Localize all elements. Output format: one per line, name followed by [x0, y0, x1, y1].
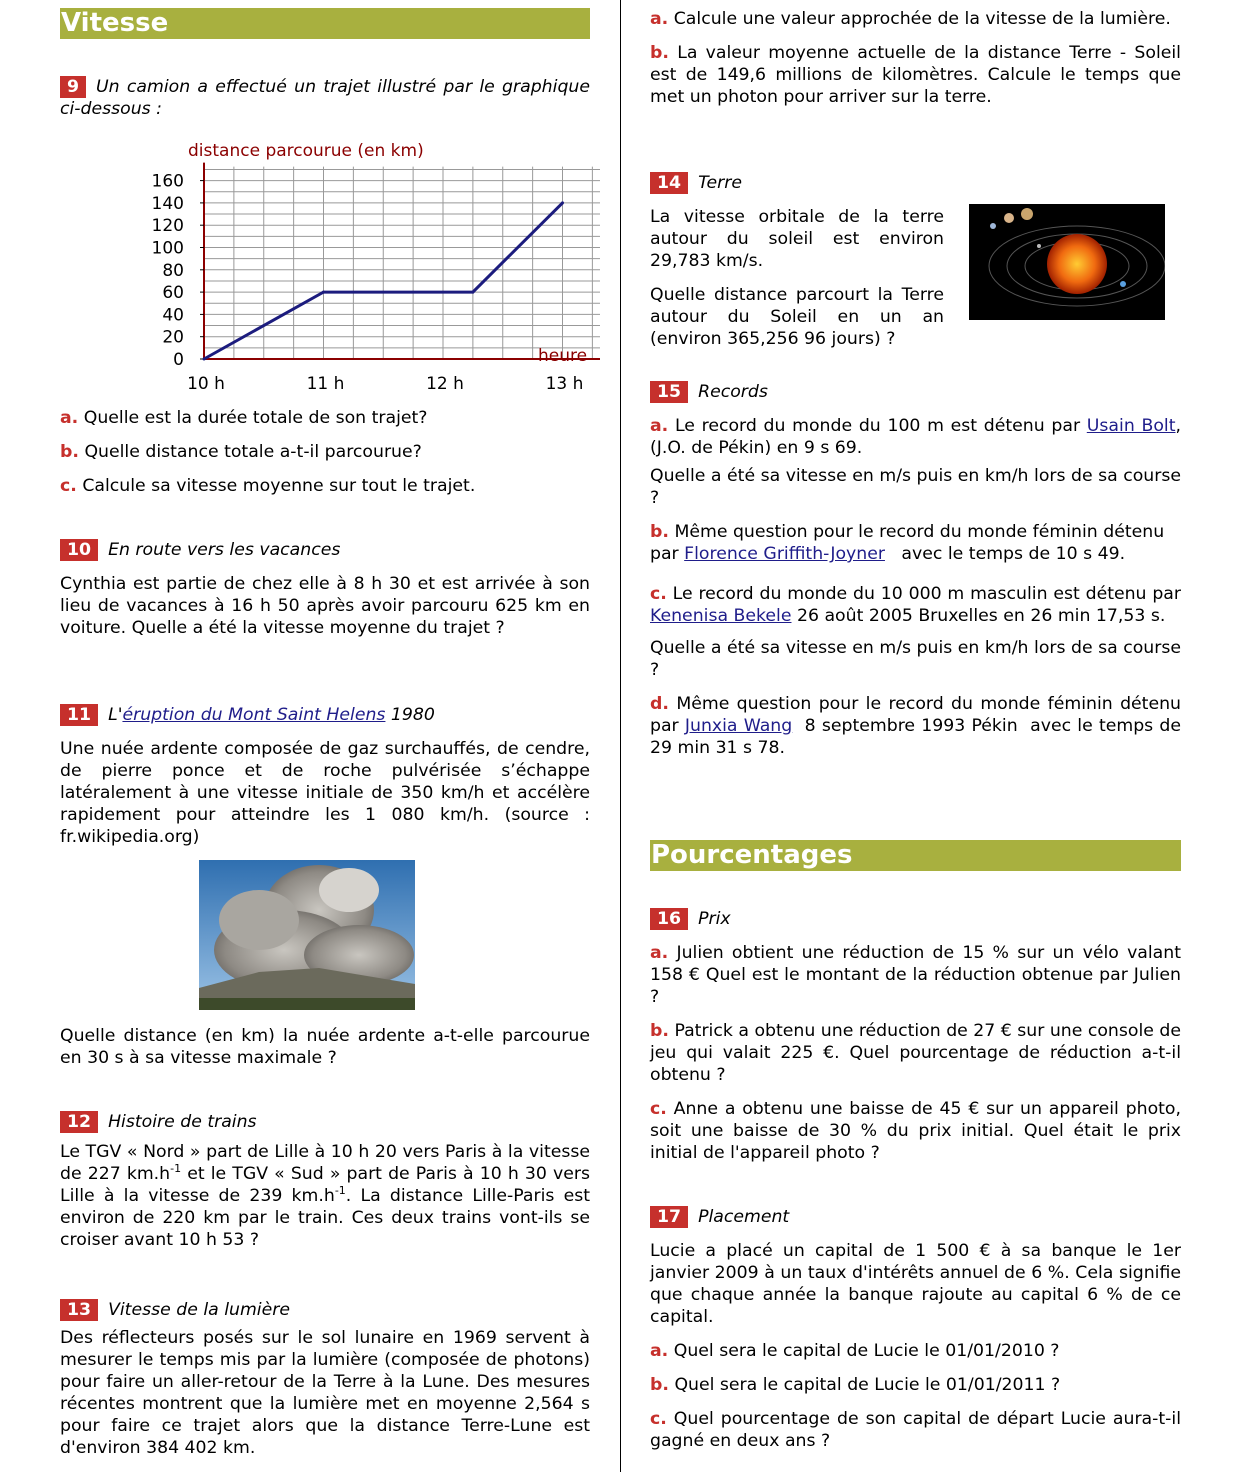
question-label: b. — [650, 1021, 669, 1041]
volcano-eruption-photo — [199, 860, 415, 1010]
question-b: Quelle distance totale a-t-il parcourue? — [84, 442, 422, 462]
data-point — [203, 358, 206, 361]
question-a: Quelle est la durée totale de son trajet? — [83, 408, 428, 428]
solar-system-image — [969, 204, 1165, 320]
question-label: b. — [650, 1375, 669, 1395]
data-point — [561, 201, 564, 204]
exercise-title: En route vers les vacances — [108, 540, 341, 560]
question-a: Quel sera le capital de Lucie le 01/01/2010 ? — [673, 1341, 1060, 1361]
exercise-title: Records — [698, 382, 768, 402]
exercise-title: Terre — [698, 173, 742, 193]
y-tick-label: 120 — [151, 216, 184, 237]
exercise-number: 17 — [650, 1206, 688, 1228]
exercise-13 — [60, 1299, 590, 1459]
question-c: Quel pourcentage de son capital de départ Lucie aura-t-il gagné en deux ans ? — [650, 1409, 1181, 1451]
question-c: Calcule sa vitesse moyenne sur tout le trajet. — [82, 476, 476, 496]
junxia-wang-link[interactable]: Junxia Wang — [684, 716, 793, 736]
question-label: a. — [650, 9, 669, 29]
exercise-number: 10 — [60, 539, 98, 561]
y-tick-label: 60 — [162, 283, 184, 304]
exercise-intro: Un camion a effectué un trajet illustré par le graphique ci-dessous : — [60, 77, 590, 119]
exercise-number: 11 — [60, 704, 98, 726]
question-b: La valeur moyenne actuelle de la distance Terre - Soleil est de 149,6 millions de kilomètres. Calcule le temps que met un photon pour arriver sur la terre. — [650, 43, 1181, 107]
data-point — [322, 291, 325, 294]
exercise-12 — [60, 1111, 590, 1251]
exercise-text: Une nuée ardente composée de gaz surchauffés, de cendre, de pierre ponce et de roche pulvérisée s’échappe latéralement à une vitesse initiale de 350 km/h et accélère rapidement pour atteindre les 1 080 km/h. (source : fr.wikipedia.org) — [60, 739, 590, 847]
y-tick-label: 160 — [151, 171, 184, 192]
question-label: c. — [650, 1099, 667, 1119]
question-label: a. — [650, 1341, 669, 1361]
exercise-text: Des réflecteurs posés sur le sol lunaire en 1969 servent à mesurer le temps mis par la lumière (composée de photons) pour faire un aller-retour de la Terre à la Lune. Des mesures récentes montrent que la lumière met en moyenne 2,564 s pour faire ce trajet alors que la distance Terre-Lune est d'environ 384 402 km. — [60, 1328, 590, 1458]
question-label: a. — [60, 408, 79, 428]
question-b: Patrick a obtenu une réduction de 27 € sur une console de jeu qui valait 225 €. Quel pourcentage de réduction a-t-il obtenu ? — [650, 1021, 1181, 1085]
question-label: d. — [650, 694, 669, 714]
exercise-13-questions — [650, 8, 1181, 108]
exercise-number: 12 — [60, 1111, 98, 1133]
section-title-vitesse: Vitesse — [60, 8, 590, 39]
exercise-question: Quelle distance parcourt la Terre autour du Soleil en un an (environ 365,256 96 jours) ? — [650, 285, 944, 349]
question-label: b. — [650, 522, 669, 542]
y-axis-label: distance parcourue (en km) — [188, 141, 424, 161]
question-a: Julien obtient une réduction de 15 % sur un vélo valant 158 € Quel est le montant de la réduction obtenue par Julien ? — [650, 943, 1182, 1007]
exercise-text: Cynthia est partie de chez elle à 8 h 30 et est arrivée à son lieu de vacances à 16 h 50 après avoir parcouru 625 km en voiture. Quelle a été la vitesse moyenne du trajet ? — [60, 574, 590, 638]
florence-griffith-joyner-link[interactable]: Florence Griffith-Joyner — [684, 544, 885, 564]
exercise-10 — [60, 539, 590, 639]
mont-saint-helens-link[interactable]: éruption du Mont Saint Helens — [122, 705, 386, 725]
x-tick-label: 10 h — [187, 374, 225, 394]
exercise-9-questions — [60, 407, 590, 497]
exercise-9 — [60, 76, 590, 120]
exercise-text: Lucie a placé un capital de 1 500 € à sa banque le 1er janvier 2009 à un taux d'intérêts annuel de 6 %. Cela signifie que chaque année la banque rajoute au capital 6 % de ce capital. — [650, 1241, 1181, 1327]
question-label: c. — [650, 584, 667, 604]
exercise-title-suffix: 1980 — [385, 705, 435, 725]
y-tick-label: 0 — [173, 350, 184, 370]
data-point — [471, 291, 474, 294]
exercise-question: Quelle distance (en km) la nuée ardente a-t-elle parcourue en 30 s à sa vitesse maximale ? — [60, 1026, 590, 1068]
exercise-number: 14 — [650, 172, 688, 194]
exercise-number: 9 — [60, 76, 86, 98]
exercise-15: 15 Records a. Le record du monde du 100 m est détenu par Usain Bolt, (J.O. de Pékin) en 9 s 69. Quelle a été sa vitesse en m/s puis en km/h lors de sa course ? b. Même question pour le record du monde féminin détenu par Florence Griffith-Joyner avec le temps de 10 s 49. c. Le record du monde du 10 000 m masculin est détenu par Kenenisa Bekele 26 août 2005 Bruxelles en 26 min 17,53 s. Quelle a été sa vitesse en m/s puis en km/h lors de sa course ? d. Même question pour le record du monde féminin détenu par Junxia Wang 8 septembre 1993 Pékin avec le temps de 29 min 31 s 78. — [650, 382, 1187, 758]
question-label: b. — [650, 43, 669, 63]
question-label: a. — [650, 416, 669, 436]
kenenisa-bekele-link[interactable]: Kenenisa Bekele — [650, 606, 792, 626]
x-axis-label: heure — [538, 346, 588, 366]
question-label: a. — [650, 943, 669, 963]
exercise-16 — [650, 908, 1181, 1164]
question-a-followup: Quelle a été sa vitesse en m/s puis en km/h lors de sa course ? — [650, 466, 1181, 508]
section-title-pourcentages: Pourcentages — [650, 840, 1181, 871]
distance-time-chart — [120, 138, 600, 400]
exercise-title-prefix: L' — [108, 705, 123, 725]
question-label: c. — [650, 1409, 667, 1429]
question-c-followup: Quelle a été sa vitesse en m/s puis en km/h lors de sa course ? — [650, 638, 1181, 680]
exercise-11-question — [60, 1025, 590, 1069]
x-tick-label: 11 h — [306, 374, 345, 394]
exercise-title: Prix — [698, 909, 731, 929]
question-label: b. — [60, 442, 79, 462]
y-tick-label: 40 — [162, 305, 184, 326]
exercise-title: Placement — [698, 1207, 790, 1227]
exercise-11 — [60, 704, 590, 848]
question-c: Anne a obtenu une baisse de 45 € sur un appareil photo, soit une baisse de 30 % du prix initial. Quel était le prix initial de l'appareil photo ? — [650, 1099, 1181, 1163]
exercise-number: 13 — [60, 1299, 98, 1321]
exercise-number: 16 — [650, 908, 688, 930]
question-label: c. — [60, 476, 77, 496]
column-divider — [620, 0, 621, 1472]
exercise-number: 15 — [650, 381, 688, 403]
exercise-text: Le TGV « Nord » part de Lille à 10 h 20 vers Paris à la vitesse de 227 $km.h^{-1}$ et le TGV « Sud » part de Paris à 10 h 30 vers Lille à la vitesse de 239 $km.h^{-1}$. La distance Lille-Paris est environ de 220 km par le train. Ces deux trains vont-ils se croiser avant 10 h 53 ? — [60, 1142, 590, 1250]
y-tick-label: 20 — [162, 327, 184, 348]
y-tick-label: 140 — [151, 193, 184, 214]
question-a: Calcule une valeur approchée de la vitesse de la lumière. — [673, 9, 1171, 29]
exercise-title: Histoire de trains — [108, 1112, 257, 1132]
exercise-title: Vitesse de la lumière — [108, 1300, 290, 1320]
exercise-text: La vitesse orbitale de la terre autour du soleil est environ 29,783 km/s. — [650, 207, 944, 271]
question-b: Quel sera le capital de Lucie le 01/01/2011 ? — [674, 1375, 1061, 1395]
exercise-17 — [650, 1206, 1181, 1452]
usain-bolt-link[interactable]: Usain Bolt — [1086, 416, 1176, 436]
x-tick-label: 13 h — [545, 374, 584, 394]
y-tick-label: 80 — [162, 260, 184, 281]
x-tick-label: 12 h — [426, 374, 464, 394]
y-tick-label: 100 — [151, 238, 184, 259]
